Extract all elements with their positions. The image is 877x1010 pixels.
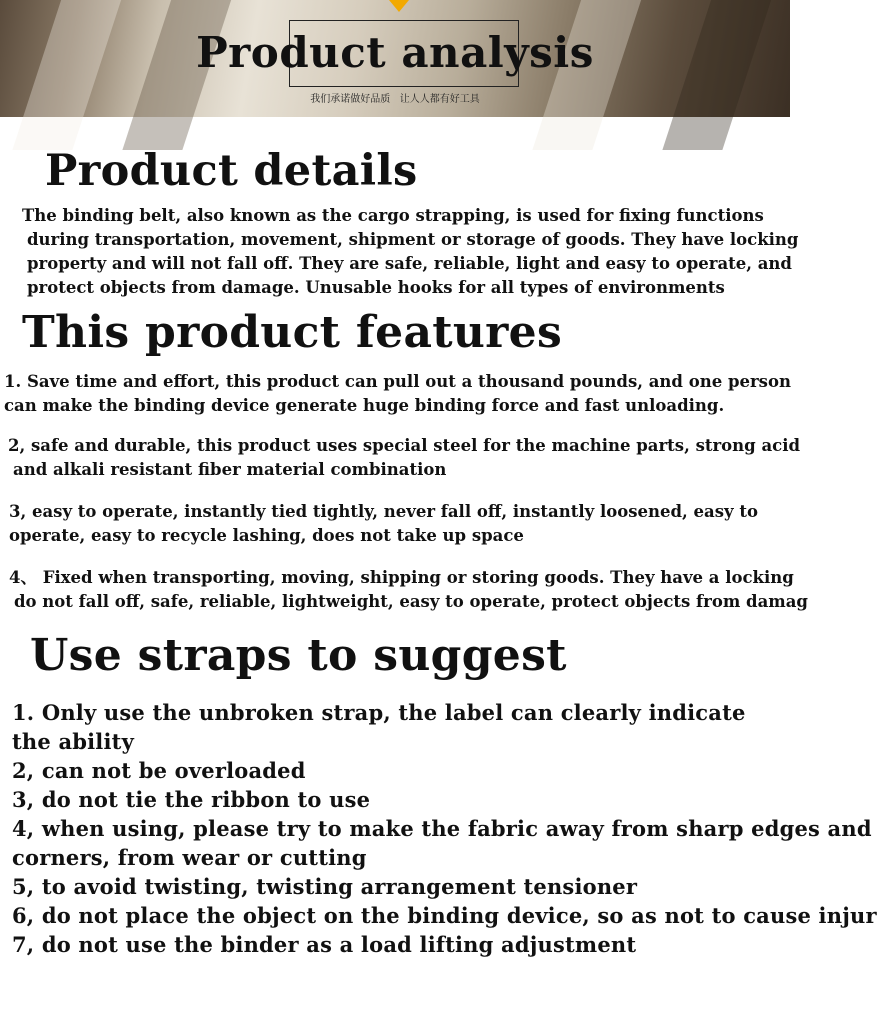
feature-line: and alkali resistant fiber material combination [13,460,447,479]
suggest-list [12,698,877,959]
feature-line: 1. Save time and effort, this product can pull out a thousand pounds, and one person [4,372,791,391]
feature-line: 2, safe and durable, this product uses special steel for the machine parts, strong acid [8,436,800,455]
section-heading-details: Product details [45,146,418,196]
suggest-line: 7, do not use the binder as a load lifting adjustment [12,932,637,957]
section-heading-suggest: Use straps to suggest [30,630,567,681]
feature-line: 4、 Fixed when transporting, moving, shipping or storing goods. They have a locking [9,568,794,587]
feature-line: can make the binding device generate huge binding force and fast unloading. [4,396,725,415]
feature-line: 3, easy to operate, instantly tied tightly, never fall off, instantly loosened, easy to [9,502,758,521]
section-heading-features: This product features [22,307,563,358]
suggest-line: 2, can not be overloaded [12,758,306,783]
feature-line: do not fall off, safe, reliable, lightweight, easy to operate, protect objects from damag [14,592,808,611]
feature-item-1 [4,370,791,418]
feature-item-3 [9,500,758,548]
details-line: The binding belt, also known as the cargo strapping, is used for fixing functions [22,206,764,225]
suggest-line: the ability [12,729,134,754]
header-banner [0,0,790,117]
feature-item-2 [8,434,800,482]
feature-item-4 [9,566,808,614]
down-arrow-icon [389,0,409,12]
banner-subtitle: 我们承诺做好品质 让人人都有好工具 [310,94,480,105]
details-line: property and will not fall off. They are safe, reliable, light and easy to operate, and [27,254,792,273]
banner-title: Product analysis [196,28,594,77]
suggest-line: corners, from wear or cutting [12,845,367,870]
suggest-line: 6, do not place the object on the binding device, so as not to cause injur [12,903,877,928]
details-line: protect objects from damage. Unusable hooks for all types of environments [27,278,725,297]
suggest-line: 3, do not tie the ribbon to use [12,787,371,812]
suggest-line: 5, to avoid twisting, twisting arrangement tensioner [12,874,638,899]
suggest-line: 4, when using, please try to make the fabric away from sharp edges and [12,816,872,841]
details-line: during transportation, movement, shipment or storage of goods. They have locking [27,230,799,249]
suggest-line: 1. Only use the unbroken strap, the label can clearly indicate [12,700,746,725]
details-paragraph [22,204,798,300]
feature-line: operate, easy to recycle lashing, does not take up space [9,526,524,545]
